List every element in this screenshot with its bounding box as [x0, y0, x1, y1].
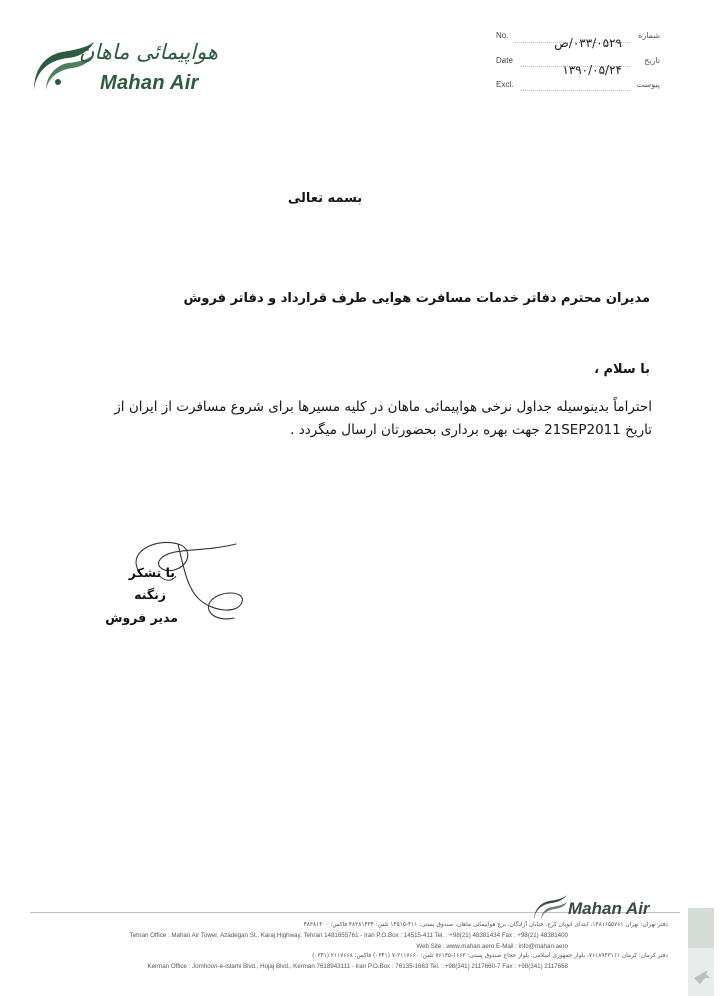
footer-web-email: Web Site : www.mahan.aero E-Mail : info@mahan.aero	[416, 943, 568, 950]
letter-greeting: با سلام ،	[594, 362, 650, 377]
footer-logo-mark	[530, 894, 570, 922]
letter-heading: بسمه تعالی	[287, 191, 363, 206]
footer-side-decoration	[688, 908, 714, 996]
date-label-fa: تاریخ	[644, 56, 660, 65]
footer-tehran-fa: دفتر تهران: تهران ۱۴۸۱۶۵۵۷۶۱، ابتدای اتوبان کرج، خیابان آزادگان، برج هواپیمائی ماهان، صندوق پستی: ۴۱۱-۱۴۵۱۵ تلفن: ۴۸۳۸۱۴۳۴ فاکس: ۴۸۳۸۱۴۰۰	[303, 922, 668, 928]
excl-line	[520, 90, 630, 91]
number-value: ۰۳۳/۰۵۲۹/ص	[554, 36, 622, 50]
logo-english-text: Mahan Air	[100, 72, 199, 94]
date-label-en: Date	[496, 56, 513, 65]
date-value: ۱۳۹۰/۰۵/۲۴	[562, 63, 622, 77]
signature-closing: با تشکر	[128, 565, 175, 580]
footer-brand: Mahan Air	[568, 899, 650, 918]
letter-body-line-1: احتراماً بدینوسیله جداول نرخی هواپیمائی ماهان در کلیه مسیرها برای شروع مسافرت از ایران از	[114, 399, 652, 415]
footer-tehran-en: Tehran Office : Mahan Air Tower, Azadegan St., Karaj Highway, Tehran 1481655761 - Iran P.O.Box : 14515-411 Tel. : +98(21) 48381434 Fax : +98(21) 48381400	[129, 932, 568, 939]
footer-kerman-en: Kerman Office : Jomhoori-e-Islami Blvd., Hojaj Blvd., Kerman 7618943111 - Iran P.O.Box : 76135-1663 Tel. : +98(341) 2117660-7 Fax : +98(341) 2117668	[147, 963, 568, 970]
footer-kerman-fa: دفتر کرمان: کرمان ۷۶۱۸۹۴۳۱۱۱، بلوار جمهوری اسلامی، بلوار حجاج صندوق پستی: ۱۶۶۳-۷۶۱۳۵ تلفن: ۲۱۱۷۶۶۰-۷ (۰۳۴۱) فاکس: ۲۱۱۷۶۶۸ (۰۳۴۱)	[312, 953, 668, 959]
logo-persian-text: هواپیمائی ماهان	[78, 40, 218, 64]
excl-label-fa: پیوست	[636, 80, 660, 89]
number-label-fa: شماره	[638, 31, 660, 40]
number-label-en: No.	[496, 31, 509, 40]
letter-body-line-2: تاریخ 21SEP2011 جهت بهره برداری بحضورتان ارسال میگردد .	[290, 422, 652, 438]
signature-name: زنگنه	[134, 587, 166, 602]
letter-addressee: مدیران محترم دفاتر خدمات مسافرت هوایی طرف قرارداد و دفاتر فروش	[183, 291, 650, 306]
excl-label-en: Excl.	[496, 80, 514, 89]
signature-title: مدیر فروش	[105, 610, 178, 625]
